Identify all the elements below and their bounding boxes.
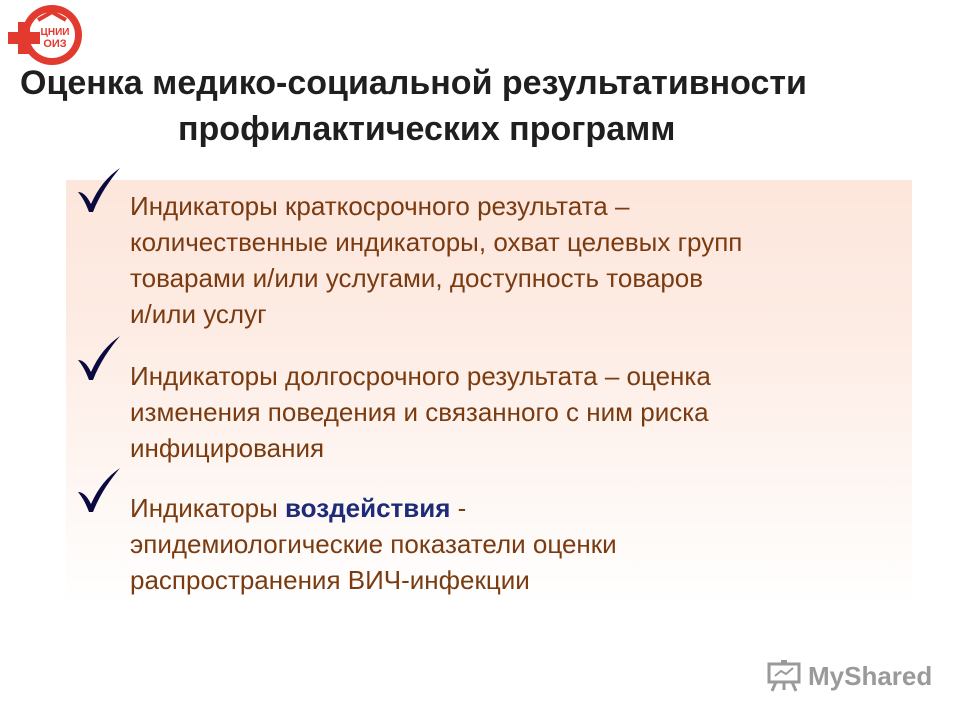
highlighted-term: воздействия xyxy=(285,493,451,523)
list-item-text: Индикаторы краткосрочного результата – количественные индикаторы, охват целевых групп товарами и/или услугами, доступность товаров и/или услуг xyxy=(130,191,743,329)
watermark-text: MyShared xyxy=(808,660,933,691)
list-item-text: Индикаторы долгосрочного результата – оценка изменения поведения и связанного с ним риска инфицирования xyxy=(130,361,711,463)
checkmark-icon xyxy=(74,334,124,384)
title-line-1: Оценка медико-социальной результативности xyxy=(20,64,807,102)
svg-text:ЦНИИ: ЦНИИ xyxy=(40,27,70,38)
list-item-text: Индикаторы воздействия - эпидемиологические показатели оценки распространения ВИЧ-инфекции xyxy=(130,493,617,595)
presentation-board-icon xyxy=(766,660,802,692)
checkmark-icon xyxy=(74,166,124,216)
checkmark-icon xyxy=(74,466,124,516)
title-line-2: профилактических программ xyxy=(178,110,676,148)
svg-text:ОИЗ: ОИЗ xyxy=(43,38,67,50)
watermark xyxy=(766,658,936,694)
